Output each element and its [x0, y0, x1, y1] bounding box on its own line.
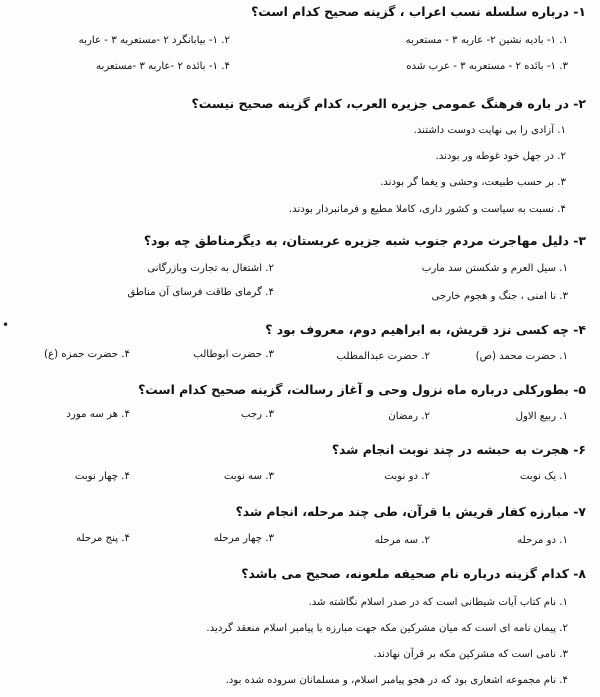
option-1: ۱. حضرت محمد (ص) — [475, 351, 568, 362]
question-title: ۱- درباره سلسله نسب اعراب ، گزینه صحیح کدام است؟ — [251, 4, 586, 19]
option-3: ۳. حضرت ابوطالب — [193, 349, 274, 360]
question-title: ۵- بطورکلی درباره ماه نزول وحی و آغاز رسالت، گزینه صحیح کدام است؟ — [138, 382, 586, 397]
pen-mark: • — [2, 318, 10, 332]
question-title: ۸- کدام گزینه درباره نام صحیفه ملعونه، صحیح می باشد؟ — [241, 566, 586, 581]
option-1: ۱. دو مرحله — [517, 535, 568, 546]
option-4: ۴. نام مجموعه اشعاری بود که در هجو پیامبر اسلام، و مسلمانان سروده شده بود. — [225, 675, 568, 686]
question-1 — [10, 4, 586, 20]
option-3: ۳. نامی است که مشرکین مکه بر قرآن نهادند. — [373, 649, 568, 660]
option-2: ۲. رمضان — [388, 411, 430, 422]
option-4: ۴. هر سه مورد — [66, 409, 130, 420]
option-3: ۳. چهار مرحله — [213, 533, 274, 544]
option-4: ۴. پنج مرحله — [76, 533, 130, 544]
option-4: ۴. ۱- بائده ۲ -عاربه ۳ -مستعربه — [96, 61, 230, 72]
option-2: ۲. دو نوبت — [384, 471, 430, 482]
question-title: ۳- دلیل مهاجرت مردم جنوب شبه جزیره عربستان، به دیگرمناطق چه بود؟ — [143, 233, 586, 248]
option-2: ۲. ۱- بیابانگرد ۲ -مستعربه ۳ - عاربه — [78, 35, 230, 46]
option-2: ۲. حضرت عبدالمطلب — [336, 351, 430, 362]
option-3: ۳. سه نوبت — [223, 471, 274, 482]
option-3: ۳. بر حسب طبیعت، وحشی و یغما گر بودند. — [380, 177, 566, 188]
option-2: ۲. سه مرحله — [374, 535, 430, 546]
question-2 — [10, 96, 586, 112]
option-2: ۲. اشتغال به تجارت وبازرگانی — [147, 263, 274, 274]
option-1: ۱. سیل العرم و شکستن سد مارب — [421, 263, 568, 274]
option-4: ۴. گرمای طاقت فرسای آن مناطق — [127, 287, 274, 298]
question-title: ۲- در باره فرهنگ عمومی جزیره العرب، کدام گزینه صحیح نیست؟ — [191, 96, 586, 111]
question-title: ۷- مبارزه کفار قریش با قرآن، طی چند مرحله، انجام شد؟ — [235, 504, 586, 519]
question-5 — [10, 382, 586, 398]
option-3: ۳. ۱- بائده ۲ - مستعربه ۳ - عرب شده — [406, 61, 568, 72]
question-8 — [10, 566, 586, 582]
question-4 — [10, 322, 586, 338]
option-1: ۱. یک نوبت — [519, 471, 568, 482]
option-3: ۳. رجب — [240, 409, 274, 420]
question-title: ۶- هجرت به حبشه در چند نوبت انجام شد؟ — [331, 442, 586, 457]
option-4: ۴. چهار نوبت — [74, 471, 130, 482]
option-2: ۲. در جهل خود غوطه ور بودند. — [435, 151, 566, 162]
option-1: ۱. نام کتاب آیات شیطانی است که در صدر اسلام نگاشته شد. — [308, 597, 568, 608]
option-3: ۳. نا امنی ، جنگ و هجوم خارجی — [431, 291, 568, 302]
question-7 — [10, 504, 586, 520]
option-4: ۴. نسبت به سیاست و کشور داری، کاملا مطیع و فرمانبردار بودند. — [288, 204, 566, 215]
option-1: ۱. ربیع الاول — [515, 411, 568, 422]
question-6 — [10, 442, 586, 458]
option-4: ۴. حضرت حمزه (ع) — [44, 349, 130, 360]
question-3 — [10, 233, 586, 249]
option-1: ۱. آزادی را بی نهایت دوست داشتند. — [413, 125, 566, 136]
question-title: ۴- چه کسی نزد قریش، به ابراهیم دوم، معروف بود ؟ — [265, 322, 586, 337]
option-2: ۲. پیمان نامه ای است که میان مشرکین مکه جهت مبارزه با پیامبر اسلام منعقد گردید. — [206, 623, 568, 634]
option-1: ۱. ۱- بادیه نشین ۲- عاربه ۳ - مستعربه — [405, 35, 568, 46]
